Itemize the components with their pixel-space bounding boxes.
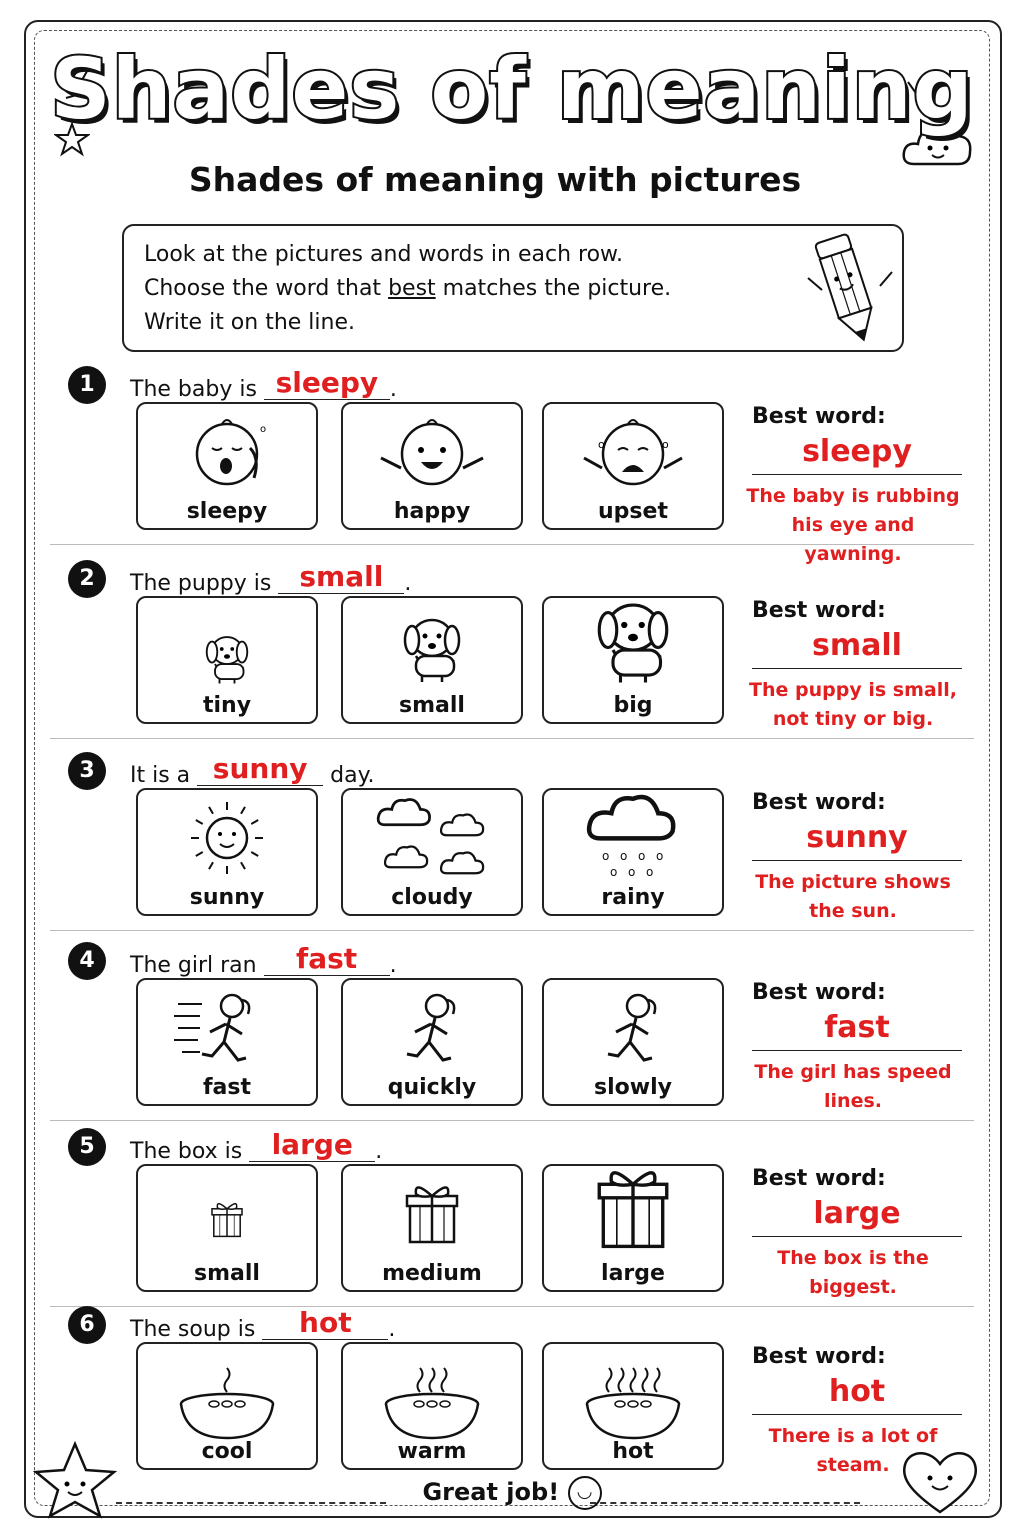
question-sentence: The girl ran fast . xyxy=(130,942,397,978)
svg-text:o: o xyxy=(656,849,664,863)
option-label: medium xyxy=(382,1261,482,1286)
answer-blank[interactable]: small xyxy=(278,560,404,594)
answer-blank[interactable]: hot xyxy=(262,1306,388,1340)
option-card[interactable] xyxy=(341,596,523,724)
svg-text:o: o xyxy=(628,865,636,879)
question-number: 6 xyxy=(68,1306,106,1344)
option-card[interactable] xyxy=(542,402,724,530)
option-label: quickly xyxy=(387,1075,477,1100)
option-label: cloudy xyxy=(391,885,473,910)
option-label: cool xyxy=(201,1439,253,1464)
answer-blank[interactable]: fast xyxy=(264,942,390,976)
instruction-line: Look at the pictures and words in each row. xyxy=(144,242,624,267)
option-label: rainy xyxy=(601,885,665,910)
option-card[interactable] xyxy=(136,978,318,1106)
best-word-answer[interactable]: sunny xyxy=(752,820,962,861)
row-divider xyxy=(50,738,974,739)
best-word-label: Best word: xyxy=(752,404,886,429)
question-number: 4 xyxy=(68,942,106,980)
question-number: 5 xyxy=(68,1128,106,1166)
question-sentence: The puppy is small . xyxy=(130,560,412,596)
option-label: warm xyxy=(397,1439,467,1464)
option-label: slowly xyxy=(594,1075,672,1100)
question-sentence: The soup is hot . xyxy=(130,1306,396,1342)
best-word-label: Best word: xyxy=(752,598,886,623)
option-label: upset xyxy=(598,499,668,524)
answer-blank[interactable]: sunny xyxy=(197,752,323,786)
option-label: small xyxy=(194,1261,260,1286)
best-word-answer[interactable]: large xyxy=(752,1196,962,1237)
answer-blank[interactable]: large xyxy=(249,1128,375,1162)
option-card[interactable] xyxy=(136,788,318,916)
page-subtitle: Shades of meaning with pictures xyxy=(188,160,802,199)
option-card[interactable] xyxy=(341,788,523,916)
row-divider xyxy=(50,1120,974,1121)
footer-message: Great job! ◡ xyxy=(0,1476,1024,1510)
answer-explanation: There is a lot of steam. xyxy=(768,1425,938,1476)
question-number: 2 xyxy=(68,560,106,598)
instruction-line: Write it on the line. xyxy=(144,310,355,335)
option-card[interactable] xyxy=(341,402,523,530)
option-label: tiny xyxy=(202,693,252,718)
row-divider xyxy=(50,1306,974,1307)
option-label: sunny xyxy=(189,885,265,910)
page-title: Shades of meaning xyxy=(50,40,974,138)
answer-explanation: The picture shows the sun. xyxy=(755,871,951,922)
best-word-label: Best word: xyxy=(752,1166,886,1191)
svg-text:o: o xyxy=(646,865,654,879)
option-label: small xyxy=(399,693,465,718)
row-divider xyxy=(50,930,974,931)
instructions-box xyxy=(122,224,904,352)
svg-text:o: o xyxy=(602,849,610,863)
option-label: large xyxy=(601,1261,665,1286)
option-card[interactable] xyxy=(542,1164,724,1292)
question-sentence: The baby is sleepy . xyxy=(130,366,397,402)
answer-explanation: The girl has speed lines. xyxy=(754,1061,952,1112)
option-card[interactable] xyxy=(136,1342,318,1470)
svg-text:o: o xyxy=(620,849,628,863)
option-card[interactable] xyxy=(542,596,724,724)
svg-text:o: o xyxy=(598,438,605,451)
option-label: hot xyxy=(612,1439,654,1464)
option-card[interactable] xyxy=(136,596,318,724)
pencil-mascot-icon xyxy=(800,228,896,350)
question-sentence: It is a sunny day. xyxy=(130,752,375,788)
option-card[interactable] xyxy=(341,1164,523,1292)
option-label: fast xyxy=(202,1075,252,1100)
best-word-label: Best word: xyxy=(752,980,886,1005)
option-card[interactable] xyxy=(341,1342,523,1470)
best-word-answer[interactable]: sleepy xyxy=(752,434,962,475)
question-sentence: The box is large . xyxy=(130,1128,383,1164)
best-word-label: Best word: xyxy=(752,1344,886,1369)
option-card[interactable] xyxy=(136,1164,318,1292)
option-card[interactable] xyxy=(136,402,318,530)
best-word-answer[interactable]: small xyxy=(752,628,962,669)
option-card[interactable] xyxy=(341,978,523,1106)
option-label: happy xyxy=(393,499,471,524)
best-word-label: Best word: xyxy=(752,790,886,815)
svg-text:o: o xyxy=(662,438,669,451)
option-card[interactable] xyxy=(542,978,724,1106)
answer-blank[interactable]: sleepy xyxy=(264,366,390,400)
question-number: 1 xyxy=(68,366,106,404)
option-label: big xyxy=(613,693,653,718)
answer-explanation: The puppy is small, not tiny or big. xyxy=(749,679,957,730)
option-label: sleepy xyxy=(186,499,268,524)
svg-text:o: o xyxy=(260,424,267,435)
option-card[interactable] xyxy=(542,1342,724,1470)
best-word-answer[interactable]: fast xyxy=(752,1010,962,1051)
option-card[interactable] xyxy=(542,788,724,916)
smiley-icon: ◡ xyxy=(568,1476,602,1510)
row-divider xyxy=(50,544,974,545)
answer-explanation: The baby is rubbing his eye and yawning. xyxy=(746,485,960,565)
svg-text:o: o xyxy=(610,865,618,879)
answer-explanation: The box is the biggest. xyxy=(777,1247,929,1298)
instruction-line: Choose the word that best matches the picture. xyxy=(144,276,672,301)
svg-text:o: o xyxy=(638,849,646,863)
best-word-answer[interactable]: hot xyxy=(752,1374,962,1415)
question-number: 3 xyxy=(68,752,106,790)
